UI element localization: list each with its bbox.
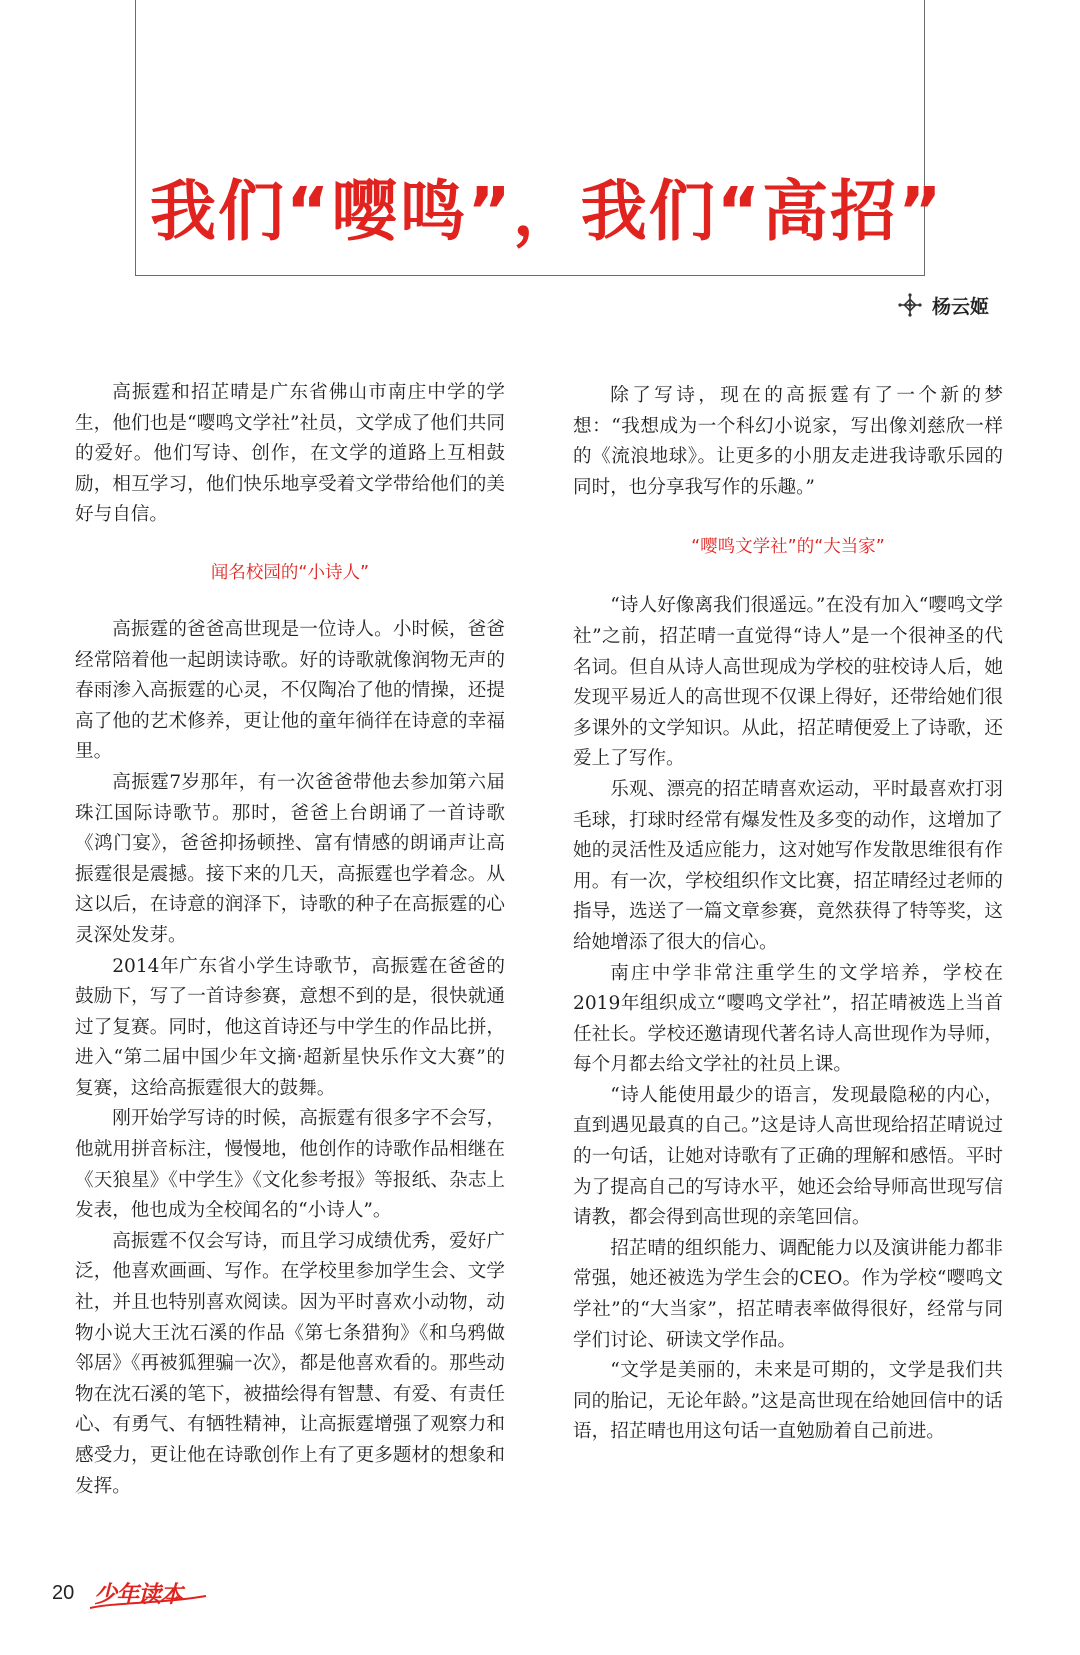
- body-paragraph: 高振霆7岁那年，有一次爸爸带他去参加第六届珠江国际诗歌节。那时，爸爸上台朗诵了一首诗歌《鸿门宴》，爸爸抑扬顿挫、富有情感的朗诵声让高振霆很是震撼。接下来的几天，高振霆也学着念。从这以后，在诗意的润泽下，诗歌的种子在高振霆的心灵深处发芽。: [75, 771, 505, 946]
- body-paragraph: 高振霆不仅会写诗，而且学习成绩优秀，爱好广泛，他喜欢画画、写作。在学校里参加学生会、文学社，并且也特别喜欢阅读。因为平时喜欢小动物，动物小说大王沈石溪的作品《第七条猎狗》《和乌鸦做邻居》《再被狐狸骗一次》，都是他喜欢看的。那些动物在沈石溪的笔下，被描绘得有智慧、有爱、有责任心、有勇气、有牺牲精神，让高振霆增强了观察力和感受力，更让他在诗歌创作上有了更多题材的想象和发挥。: [75, 1230, 505, 1497]
- body-paragraph: “诗人能使用最少的语言，发现最隐秘的内心，直到遇见最真的自己。”这是诗人高世现给招芷晴说过的一句话，让她对诗歌有了正确的理解和感悟。平时为了提高自己的写诗水平，她还会给导师高世现写信请教，都会得到高世现的亲笔回信。: [573, 1084, 1003, 1229]
- body-paragraph: 高振霆的爸爸高世现是一位诗人。小时候，爸爸经常陪着他一起朗读诗歌。好的诗歌就像润物无声的春雨渗入高振霆的心灵，不仅陶冶了他的情操，还提高了他的艺术修养，更让他的童年徜徉在诗意的幸福里。: [75, 618, 505, 763]
- magazine-logo-text: 少年读本: [94, 1582, 182, 1608]
- body-paragraph: 招芷晴的组织能力、调配能力以及演讲能力都非常强，她还被选为学生会的CEO。作为学校“嘤鸣文学社”的“大当家”，招芷晴表率做得很好，经常与同学们讨论、研读文学作品。: [573, 1237, 1003, 1351]
- ornament-cross-icon: [898, 293, 922, 317]
- magazine-logo: [88, 1578, 208, 1612]
- article-title: 我们“嘤鸣”，我们“高招”: [150, 173, 944, 250]
- body-paragraph: 刚开始学写诗的时候，高振霆有很多字不会写，他就用拼音标注，慢慢地，他创作的诗歌作品相继在《天狼星》《中学生》《文化参考报》等报纸、杂志上发表，他也成为全校闻名的“小诗人”。: [75, 1108, 505, 1222]
- section-heading: 闻名校园的“小诗人”: [210, 562, 370, 583]
- intro-paragraph: 高振霆和招芷晴是广东省佛山市南庄中学的学生，他们也是“嘤鸣文学社”社员，文学成了他们共同的爱好。他们写诗、创作，在文学的道路上互相鼓励，相互学习，他们快乐地享受着文学带给他们的美好与自信。: [75, 382, 505, 526]
- author-byline: [898, 290, 989, 320]
- body-paragraph: 南庄中学非常注重学生的文学培养，学校在2019年组织成立“嘤鸣文学社”，招芷晴被选上当首任社长。学校还邀请现代著名诗人高世现作为导师，每个月都去给文学社的社员上课。: [573, 962, 1003, 1076]
- right-column: [573, 381, 1003, 1448]
- body-paragraph: “诗人好像离我们很遥远。”在没有加入“嘤鸣文学社”之前，招芷晴一直觉得“诗人”是一个很神圣的代名词。但自从诗人高世现成为学校的驻校诗人后，她发现平易近人的高世现不仅课上得好，还带给她们很多课外的文学知识。从此，招芷晴便爱上了诗歌，还爱上了写作。: [573, 595, 1003, 770]
- body-paragraph: 乐观、漂亮的招芷晴喜欢运动，平时最喜欢打羽毛球，打球时经常有爆发性及多变的动作，这增加了她的灵活性及适应能力，这对她写作发散思维很有作用。有一次，学校组织作文比赛，招芷晴经过老师的指导，选送了一篇文章参赛，竟然获得了特等奖，这给她增添了很大的信心。: [573, 778, 1003, 953]
- left-column: [75, 378, 505, 1502]
- section-heading: “嘤鸣文学社”的“大当家”: [691, 537, 885, 558]
- body-paragraph: 2014年广东省小学生诗歌节，高振霆在爸爸的鼓励下，写了一首诗参赛，意想不到的是，很快就通过了复赛。同时，他这首诗还与中学生的作品比拼，进入“第二届中国少年文摘·超新星快乐作文大赛”的复赛，这给高振霆很大的鼓舞。: [75, 955, 505, 1099]
- author-name: 杨云姬: [932, 295, 990, 318]
- page-number: 20: [52, 1582, 75, 1604]
- body-paragraph: “文学是美丽的，未来是可期的，文学是我们共同的胎记，无论年龄。”这是高世现在给她回信中的话语，招芷晴也用这句话一直勉励着自己前进。: [573, 1360, 1003, 1443]
- intro-paragraph: 除了写诗，现在的高振霆有了一个新的梦想：“我想成为一个科幻小说家，写出像刘慈欣一样的《流浪地球》。让更多的小朋友走进我诗歌乐园的同时，也分享我写作的乐趣。”: [573, 385, 1003, 498]
